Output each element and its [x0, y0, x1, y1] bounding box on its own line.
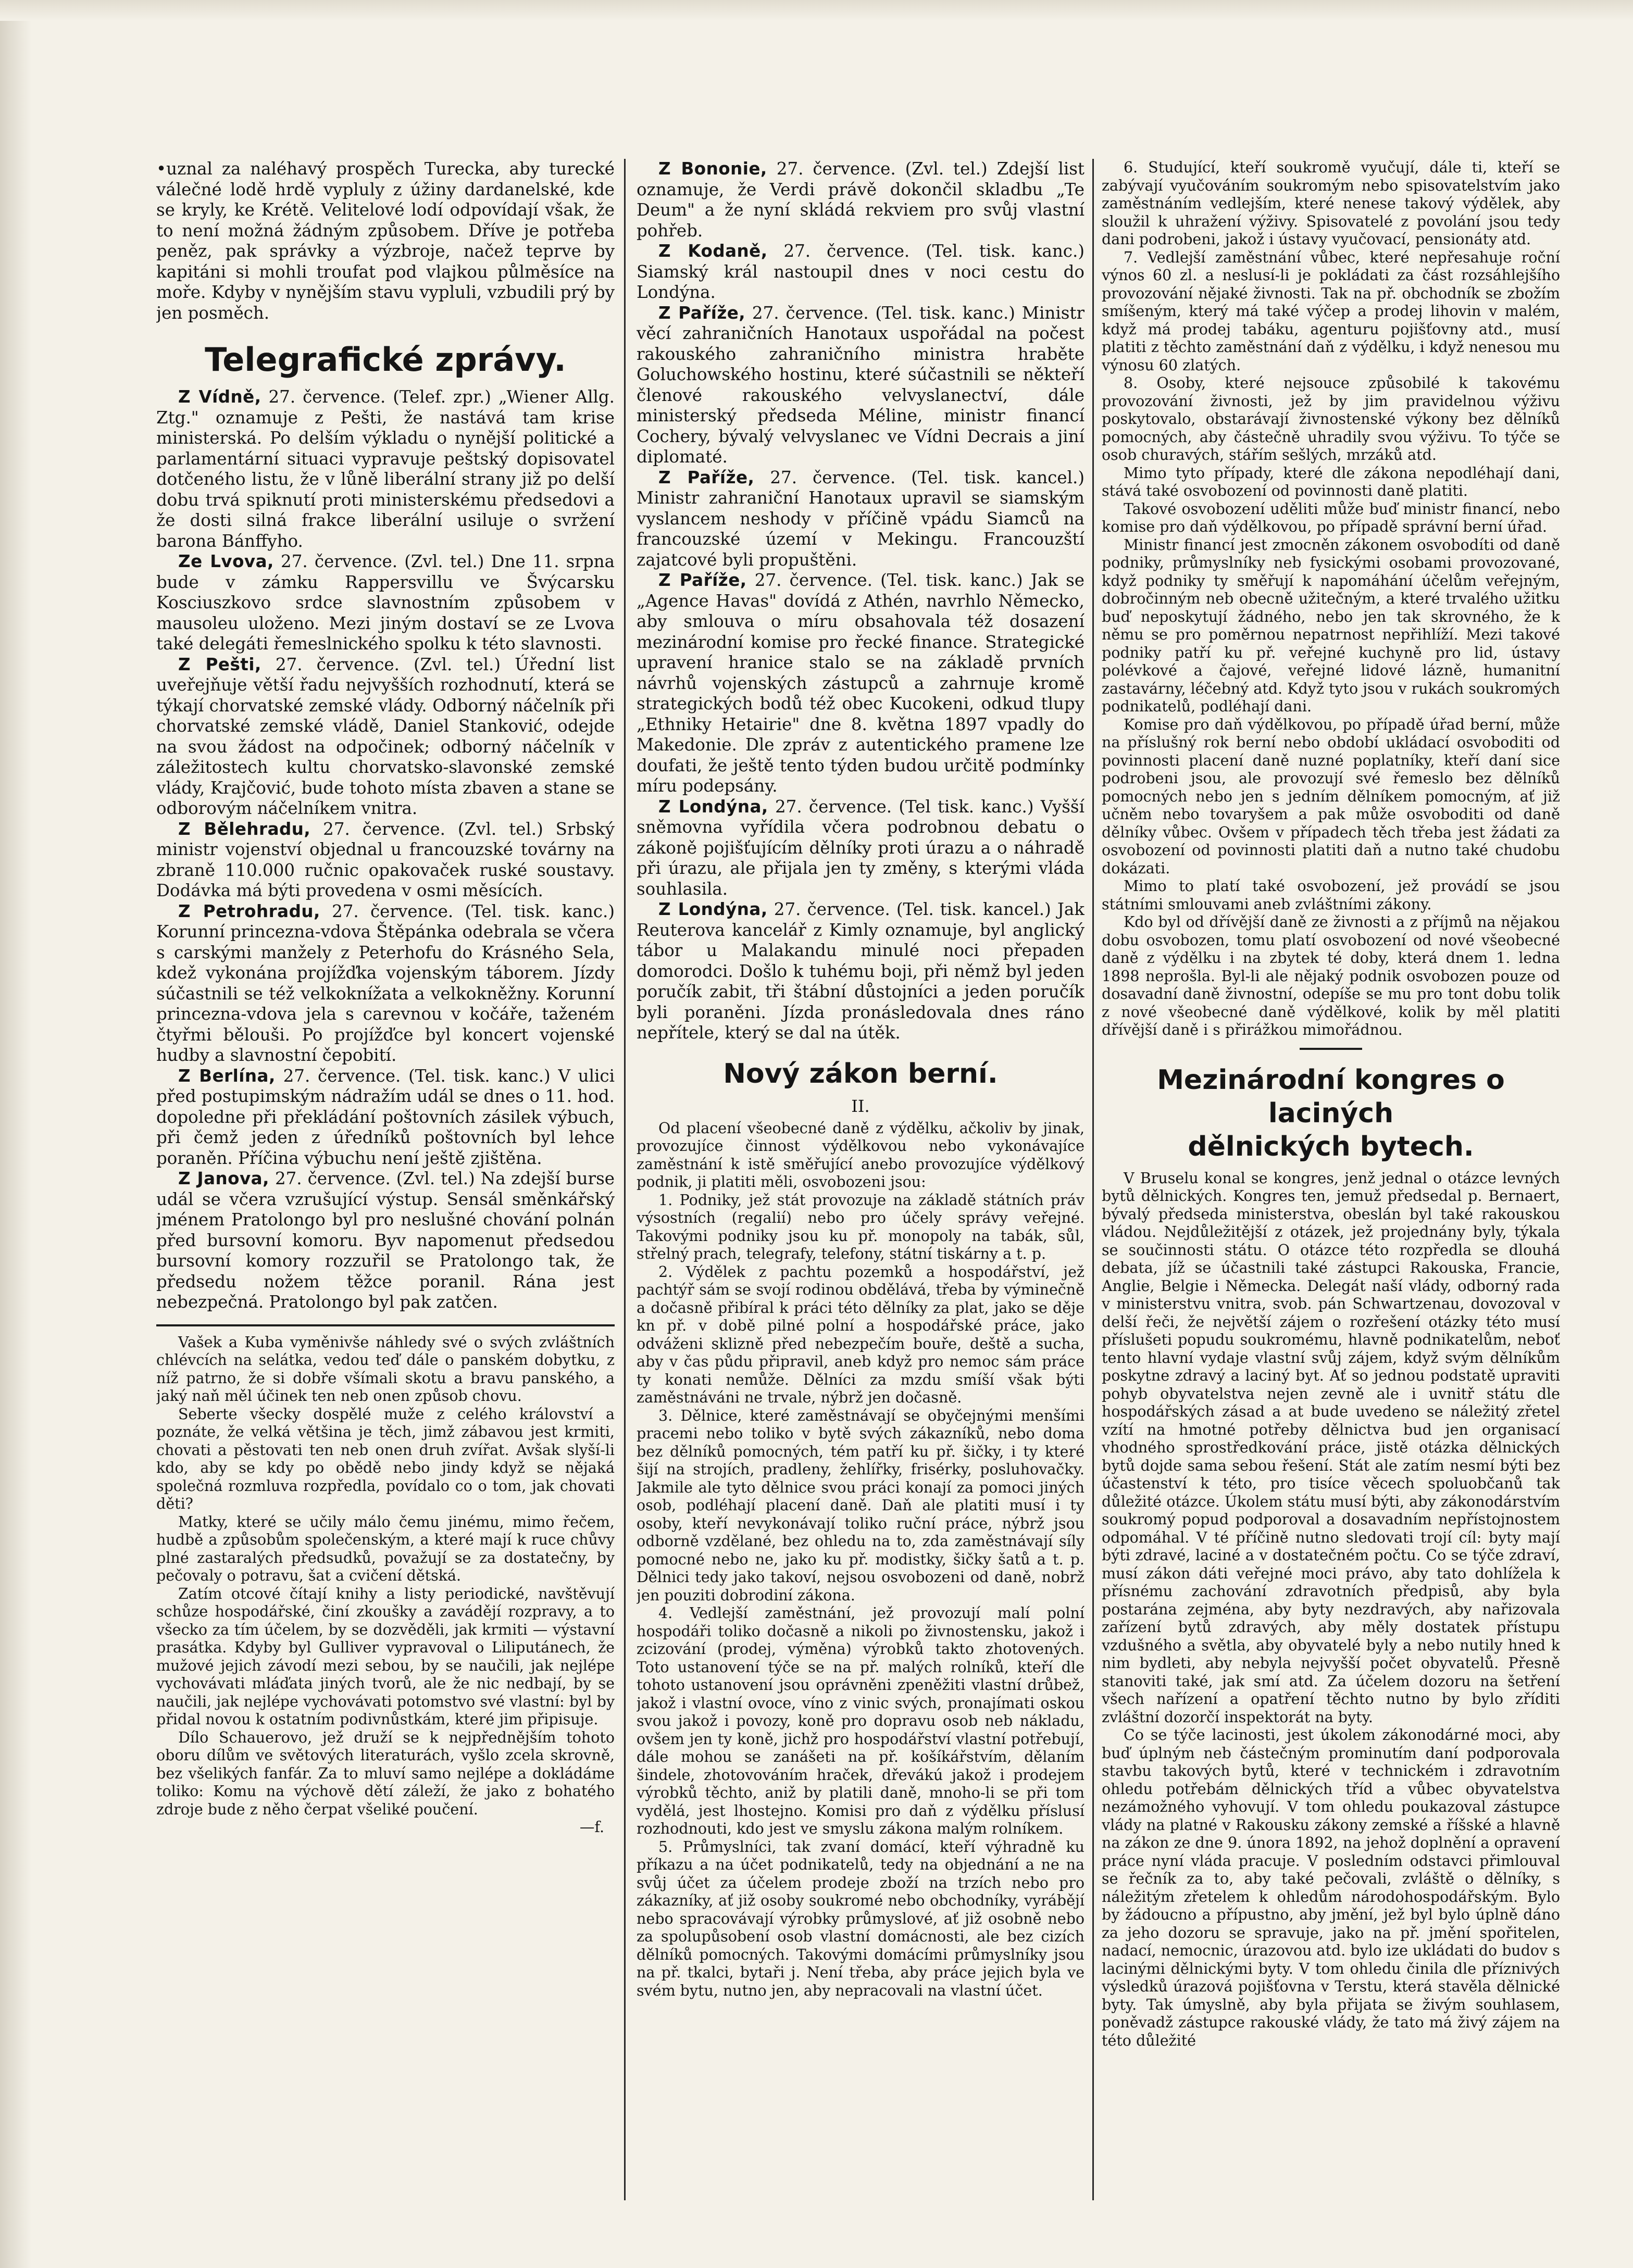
telegram-city: Z Janova, — [178, 1169, 269, 1188]
column-rule — [1092, 159, 1094, 2200]
feuilleton — [156, 1334, 615, 1837]
telegram-item — [156, 901, 615, 1066]
congress-paragraph: Co se týče lacinosti, jest úkolem zákonodárné moci, aby buď úplným neb částečným prominutím daní podporovala stavbu takových bytů, které v technickém i zdravotním ohledu potřebám dělnických tříd a vůbec obyvatelstva nezámožného vyhovují. V tom ohledu poukazoval zástupce vlády na platné v Rakousku zákony zemské a říšské a hlavně na zákon ze dne 9. února 1892, na jehož doplnění a opravení práce nyní vláda pracuje. V posledním odstavci přimlouval se řečník za to, aby také pečovali, zvláště o dělníky, s náležitým zřetelem k ohledům národohospodářským. Bylo by žádoucno a přípustno, aby jmění, jež byl bylo úplně dáno za jeho dozoru se spravuje, jako na př. jmění spořitelen, nadací, nemocnic, úrazovou atd. bylo ize ukládati do budov s lacinými dělnickými byty. V tom ohledu činila dle příznivých výsledků úrazová pojišťovna v Terstu, která stavěla dělnické byty. Tak úmyslně, aby byla přijata se živým souhlasem, poněvadž zástupce rakouské vlády, že tato má živý zájem na této důležité — [1102, 1726, 1560, 2049]
telegram-text: 27. července. (Tel. tisk. kancel.) Ministr zahraniční Hanotaux upravil se siamským vyslancem neshody v příčině vpádu Siamců na francouzské území v Mekingu. Francouzští zajatcové byli propuštěni. — [637, 467, 1084, 570]
telegram-item — [156, 552, 615, 655]
law-paragraph: Ministr financí jest zmocněn zákonem osvobodíti od daně podniky, průmyslníky neb fysickými osobami provozované, když podniky ty směřují k napomáhání účelům veřejným, dobročinným neb obecně užitečným, a které trvalého užitku buď neposkytují žádného, nebo jen tak skrovného, že k němu se pro poměrnou nepatrnost nepřihlíží. Mezi takové podniky patří ku př. veřejné kuchyně pro lid, ústavy polévkové a čajové, veřejné lidové lázně, humanitní zastavárny, léčebný atd. Když tyto jsou v rukách soukromých podnikatelů, podléhají dani. — [1102, 536, 1560, 715]
section-part-number: II. — [851, 1096, 870, 1116]
telegram-item — [637, 899, 1084, 1044]
law-paragraph: Takové osvobození uděliti může buď ministr financí, nebo komise pro daň výdělkovou, po případě správní berní úřad. — [1102, 500, 1560, 535]
telegram-text: 27. července. (Tel. tisk. kanc.) Ministr věcí zahraničních Hanotaux uspořádal na počest rakouského zahraničního ministra hraběte Goluchowského hostinu, které súčastnili se někteří členové rakouského velvyslanectví, dále ministerský předseda Méline, ministr financí Cochery, bývalý velvyslanec ve Vídni Decrais a jiní diplomaté. — [637, 303, 1084, 467]
section-heading-tax-law: Nový zákon berní. — [723, 1058, 998, 1089]
telegram-text: 27. července. (Telef. zpr.) „Wiener Allg. Ztg." oznamuje z Pešti, že nastává tam krise ministerská. Po delším výkladu o nynější politické a parlamentární situaci vypravuje peštský dopisovatel dotčeného listu, že v lůně liberální strany již po delší dobu trvá spiknutí proti ministerskému předsedovi a že dosti silná frakce liberální usiluje o svržení barona Bánffyho. — [156, 387, 615, 551]
law-paragraph: 3. Dělnice, které zaměstnávají se obyčejnými menšími pracemi nebo toliko v bytě svých zákazníků, nebo doma bez dělníků pomocných, tém patří ku př. šičky, i ty které šijí na strojích, pradleny, žehlířky, frisérky, posluhovačky. Jakmile ale tyto dělnice svou práci konají za pomoci jiných osob, podléhají placení daně. Daň ale platiti musí i ty osoby, kteří nevykonávají toliko ruční práce, nýbrž jsou odborně vzdělané, bez ohledu na to, zda zaměstnávají síly pomocné nebo ne, jako ku př. modistky, šičky šatů a t. p. Dělnici tedy jako takoví, nejsou osvobozeni od daně, nobrž jen pouziti dobrodiní zákona. — [637, 1407, 1084, 1604]
law-paragraph: Mimo tyto případy, které dle zákona nepodléhají dani, stává také osvobození od povinnosti daně platiti. — [1102, 464, 1560, 499]
column-3 — [1102, 159, 1560, 2206]
telegram-item — [637, 797, 1084, 900]
congress-heading-line: Mezinárodní kongres o laciných — [1157, 1064, 1505, 1129]
telegram-item — [156, 655, 615, 819]
telegram-city: Z Petrohradu, — [178, 901, 320, 921]
column-2 — [637, 159, 1084, 2206]
telegram-city: Z Paříže, — [658, 303, 746, 323]
law-paragraph: 8. Osoby, které nejsouce způsobilé k takovému provozování živnosti, jež by jim pravidelnou výživu poskytovalo, obstarávají živnostenské výkony bez dělníků pomocných, aby částečně uhradily svou výživu. To týče se osob churavých, stářím sešlých, mrzáků atd. — [1102, 374, 1560, 463]
telegram-city: Z Bononie, — [658, 159, 767, 179]
congress-paragraph: V Bruselu konal se kongres, jenž jednal o otázce levných bytů dělnických. Kongres ten, jemuž předsedal p. Bernaert, bývalý předseda ministerstva, obeslán byl také rakouskou vládou. Nejdůležitější z otázek, jež projednány byly, týkala se součinnosti státu. O otázce této rozpředla se dlouhá debata, jíž se účastnili také zástupci Rakouska, Francie, Anglie, Belgie i Německa. Delegát naší vlády, odborný rada v ministerstvu vnitra, svob. pán Schwartzenau, dovozoval v delší řeči, že největší zájem o rozřešení otázky této musí příslušeti popudu soukromému, hlavně podnikatelům, neboť tento hlavní vydaje vlastní svůj zájem, když svým dělníkům poskytne zdravý a laciný byt. Ať so jednou podstatě upraviti pohyb obyvatelstva nejen zevně ale i uvnitř státu dle hospodářských zásad a at bude uvedeno se náležitý zřetel vzítí na hmotné potřeby dělnictva bud jen organisací vhodného sprostředkování práce, jistě otázka dělnických bytů dojde sama sebou řešení. Stát ale zatím nesmí býti bez účastenství k této, pro tisíce věcech spoluobčanů tak důležité otázce. Úkolem státu musí býti, aby zákonodárstvím soukromý popud podporoval a dosavadním nepřístojnostem odpomáhal. V té příčině nutno sledovati trojí cíl: byty mají býti zdravé, laciné a v dostatečném počtu. Co se týče zdraví, musí zákon dáti veřejné moci právo, aby tato dohlížela k přísnému zachování zdravotních předpisů, aby byla postarána zejména, aby byty nezdravých, aby nařizovala zařízení bytů zdravých, aby měly dostatek přístupu vzdušného a světla, aby obyvatelé byly a nebo nutily hned k nim bydleti, aby nebyla nejvyšší počet obyvatelů. Přesně stanoviti také, jak smí atd. Za účelem dozoru na šetření všech nařízení a opatření těchto nutno by bylo zříditi zvláštní dozorčí inspektorát na byty. — [1102, 1169, 1560, 1726]
telegram-text: 27. července. (Tel. tisk. kancel.) Jak Reuterova kancelář z Kimly oznamuje, byl anglický tábor u Malakandu minulé noci přepaden domorodci. Došlo k tuhému boji, při němž byl jeden poručík zabit, tři štábní důstojníci a jeden poručík byli poraněni. Jízda pronásledovala dnes ráno nepřítele, který se dal na útěk. — [637, 899, 1084, 1043]
telegram-city: Z Bělehradu, — [178, 819, 311, 839]
telegram-text: 27. července. (Tel. tisk. kanc.) Jak se „Agence Havas" dovídá z Athén, navrhlo Německo, aby smlouva o míru obsahovala též dosazení mezinárodní komise pro řecké finance. Strategické upravení hranice stalo se na základě prvních návrhů vojenských zástupců a zahrnuje kromě strategických bodů též obec Kucokeni, odkud tlupy „Ethniky Hetairie" dne 8. května 1897 vpadly do Makedonie. Dle zpráv z autentického pramene lze doufati, že ještě tento týden budou určitě podmínky míru podepsány. — [637, 570, 1084, 796]
telegram-text: 27. července. (Zvl. tel.) Na zdejší burse udál se včera vzrušující výstup. Sensál směnkářský jménem Pratolongo byl pro neslušné chování polnán před bursovní komoru. Byv napomenut předsedou bursovní komory rozzuřil se Pratolongo tak, že předsedu nožem těžce poranil. Rána jest nebezpečná. Pratolongo byl pak zatčen. — [156, 1169, 615, 1312]
feuilleton-paragraph: Seberte všecky dospělé muže z celého království a poznáte, že velká většina je těch, jimž zábavou jest krmiti, chovati a pěstovati ten neb onen druh zvířat. Avšak slyší-li kdo, aby se kdy po obědě nebo jindy když se nějaká společná rozmluva rozpředla, povídalo co o tom, jak chovati děti? — [156, 1405, 615, 1512]
scan-edge — [0, 0, 31, 2268]
telegram-item — [637, 570, 1084, 797]
telegram-item — [156, 387, 615, 552]
signature: —f. — [579, 1819, 604, 1836]
section-heading-congress — [1102, 1063, 1560, 1163]
tax-law-body-continued — [1102, 159, 1560, 1039]
telegram-item — [156, 1066, 615, 1169]
law-paragraph: Komise pro daň výdělkovou, po případě úřad berní, může na příslušný rok berní nebo období ukládací osvoboditi od povinnosti placení daně nuzné poplatníky, kteří daní sice podrobeni jsou, ale provozují své řemeslo bez dělníků pomocných nebo jen s jedním dělníkem pomocným, ať již učněm nebo tovaryšem a pak může osvoboditi od daně dělníky vůbec. Ovšem v případech těch třeba jest žádati za osvobození od povinnosti platiti daň a nutno také chudobu dokázati. — [1102, 716, 1560, 877]
law-paragraph: 2. Výdělek z pachtu pozemků a hospodářství, jež pachtýř sám se svojí rodinou obdělává, třeba by výminečně a dočasně přibíral k práci této dělníky za plat, jako se děje kn př. v době pilné polní a hospodářské práce, jako odváženi sklizně před nebezpečím bouře, deště a sucha, aby v čas půdu připravil, aneb když pro nemoc sám práce ty konati nemůže. Dělníci za mzdu smíší však býti zaměstnáváni ne trvale, nýbrž jen dočasně. — [637, 1263, 1084, 1406]
telegram-text: 27. července. (Zvl. tel.) Zdejší list oznamuje, že Verdi právě dokončil skladbu „Te Deum" a že nyní skládá rekviem pro svůj vlastní pohřeb. — [637, 159, 1084, 241]
telegram-item — [637, 303, 1084, 468]
telegram-city: Z Berlína, — [178, 1066, 276, 1086]
law-paragraph: 7. Vedlejší zaměstnání vůbec, které nepřesahuje roční výnos 60 zl. a neslusí-li je pokládati za část rozsáhlejšího provozování nějaké živnosti. Tak na př. obchodník se zbožím smíšeným, který má také výčep a prodej lihovin v malém, když má prodej tabáku, agenturu pojišťovny atd., musí platiti z těchto zaměstnání daň z výdělku, i když nenesou mu výnosu 60 zlatých. — [1102, 248, 1560, 374]
telegram-city: Z Vídně, — [178, 387, 261, 407]
law-paragraph: Mimo to platí také osvobození, jež provádí se jsou státními smlouvami aneb zvláštními zákony. — [1102, 878, 1560, 913]
telegram-city: Z Pešti, — [178, 654, 261, 674]
law-paragraph: Od placení všeobecné daně z výdělku, ačkoliv by jinak, provozujíce činnost výdělkovou nebo vykonávajíce zaměstnání k istě směřující anebo provozujíce výdělkový podnik, ji platiti měli, osvobozeni jsou: — [637, 1119, 1084, 1191]
telegram-city: Z Paříže, — [658, 570, 747, 590]
telegram-text: 27. července. (Zvl. tel.) Úřední list uveřejňuje větší řadu nejvyšších rozhodnutí, která se týkají chorvatské zemské vlády. Odborný náčelník při chorvatské zemské vládě, Daniel Stanković, odejde na svou žádost na odpočinek; odborný náčelník v záležitostech kultu chorvatsko-slavonské zemské vlády, Krajčović, bude tohoto místa zbaven a stane se odborovým náčelníkem vnitra. — [156, 654, 615, 818]
feuilleton-paragraph: Matky, které se učily málo čemu jinému, mimo řečem, hudbě a způsobům společenským, a které mají k ruce chůvy plné zastaralých předsudků, považují se za dostatečny, by pečovaly o potravu, šat a cvičení dětská. — [156, 1513, 615, 1584]
law-paragraph: 6. Studující, kteří soukromě vyučují, dále ti, kteří se zabývají vyučováním soukromým nebo spisovatelstvím jako zaměstnáním vedlejším, které nenese takový výdělek, aby sloužil k uhražení výživy. Spisovatelé z povolání jsou tedy dani podrobeni, jakož i ústavy vyučovací, pensionáty atd. — [1102, 159, 1560, 248]
telegram-item — [156, 1169, 615, 1313]
telegram-item — [156, 819, 615, 901]
law-paragraph: 1. Podniky, jež stát provozuje na základě státních práv výsostních (regalií) nebo pro účely správy veřejné. Takovými podniky jsou ku př. monopoly na tabák, sůl, střelný prach, telegrafy, telefony, státní tiskárny a t. p. — [637, 1191, 1084, 1262]
telegram-text: 27. července. (Tel. tisk. kanc.) Korunní princezna-vdova Štěpánka odebrala se včera s carskými manžely z Peterhofu do Krásného Sela, kdež vykonána projížďka vojenským táborem. Jízdy súčastnili se též velkoknížata a velkokněžny. Korunní princezna-vdova jela s carevnou v kočáře, taženém čtyřmi bělouši. Po projížďce byl koncert vojenské hudby a slavnostní čepobití. — [156, 901, 615, 1065]
telegram-item — [637, 159, 1084, 241]
section-heading-telegrams: Telegrafické zprávy. — [205, 341, 566, 379]
section-divider-short — [1300, 1048, 1362, 1050]
law-paragraph: 5. Průmyslníci, tak zvaní domácí, kteří výhradně ku příkazu a na účet podnikatelů, tedy na objednání a ne na svůj účet za účelem prodeje zboží na trzích nebo pro zákazníky, ať již osoby soukromé nebo obchodníky, vyrábějí nebo spracovávají výrobky průmyslové, ať již osobně nebo za spolupůsobení osob vlastní domácnosti, ale bez cizích dělníků pomocných. Takovými domácími průmyslníky jsou na př. tkalci, bytaři j. Není třeba, aby práce jejich byla ve svém bytu, nutno jen, aby nepracovali na vlastní účet. — [637, 1838, 1084, 1999]
telegram-text: 27. července. (Zvl. tel.) Srbský ministr vojenství objednal u francouzské továrny na zbraně 110.000 ručnic opakovaček ruské soustavy. Dodávka má býti provedena v osmi měsících. — [156, 819, 615, 900]
telegram-item — [637, 241, 1084, 303]
telegram-text: 27. července. (Zvl. tel.) Dne 11. srpna bude v zámku Rappersvillu ve Švýcarsku Kosciuszkovo srdce slavnostním způsobem v mausoleu uloženo. Mezi jiným dostaví se ze Lvova také delegáti řemeslnického spolku k této slavnosti. — [156, 552, 615, 654]
feuilleton-paragraph: Vašek a Kuba vyměnivše náhledy své o svých zvláštních chlévcích na selátka, vedou teď dále o panském dobytku, z níž patrno, že si dobře všímali skotu a bravu panského, a jaký naň měl účinek ten neb onen způsob chovu. — [156, 1333, 615, 1405]
section-divider — [156, 1324, 615, 1326]
feuilleton-paragraph: Zatím otcové čítají knihy a listy periodické, navštěvují schůze hospodářské, činí zkoušky a zavádějí rozpravy, a to všecko za tím účelem, by se dozvěděli, jak krmiti — výstavní prasátka. Kdyby byl Gulliver vypravoval o Liliputánech, že mužové jejich závodí mezi sebou, by se naučili, jak nejlépe vychovávati mláďata jiných tvorů, ale že nic nedbají, by se naučili, jak nejlépe vychovávati potomstvo své vlastní: byl by přidal novou k ostatním podivnůstkám, které jim připisuje. — [156, 1585, 615, 1728]
telegram-city: Z Paříže, — [658, 467, 755, 487]
column-1 — [156, 159, 615, 2206]
congress-body — [1102, 1170, 1560, 2050]
telegram-text: 27. července. (Tel. tisk. kanc.) Siamský král nastoupil dnes v noci cestu do Londýna. — [637, 241, 1084, 302]
congress-heading-line: dělnických bytech. — [1188, 1131, 1474, 1162]
law-paragraph: Kdo byl od dřívější daně ze živnosti a z příjmů na nějakou dobu osvobozen, tomu platí osvobození od nové všeobecné daně z výdělku i na zbytek té doby, která dnem 1. ledna 1898 neprošla. Byl-li ale nějaký podnik osvobozen pouze od dosavadní daně živnostní, odepíše se mu pro tont dobu tolik z nové všeobecné daně výdělkové, kolik by měl platiti dřívější daně i s přirážkou mimořádnou. — [1102, 913, 1560, 1038]
telegram-text: 27. července. (Tel tisk. kanc.) Vyšší sněmovna vyřídila včera podrobnou debatu o zákoně pojišťujícím dělníky proti úrazu a o náhradě při úrazu, ale přijala jen ty změny, s kterými vláda souhlasila. — [637, 796, 1084, 899]
telegram-city: Z Kodaně, — [658, 241, 768, 261]
column-rule — [624, 159, 626, 2200]
tax-law-body — [637, 1120, 1084, 2000]
telegram-text: 27. července. (Tel. tisk. kanc.) V ulici před postupimským nádražím udál se dnes o 11. hod. dopoledne při překládání poštovních zásilek výbuch, při čemž jeden z úředníků poštovních byl lehce poraněn. Příčina výbuchu není ještě zjištěna. — [156, 1066, 615, 1168]
telegram-city: Ze Lvova, — [178, 552, 274, 571]
article-continuation: •uznal za naléhavý prospěch Turecka, aby turecké válečné lodě hrdě vypluly z úžiny dardanelské, kde se kryly, ke Krétě. Velitelové lodí odpovídají však, že to není možná žádným způsobem. Dříve je potřeba peněz, pak správky a výzbroje, načež teprve by kapitáni si mohli troufat pod vlajkou půlměsíce na moře. Kdyby v nynějším stavu vypluli, vzbudili prý by jen posměch. — [156, 159, 615, 323]
telegram-city: Z Londýna, — [658, 796, 768, 817]
scan-edge-top — [0, 0, 1633, 21]
law-paragraph: 4. Vedlejší zaměstnání, jež provozují malí polní hospodáři toliko dočasně a nikoli po živnostensku, jakož i zcizování (prodej, výměna) výrobků takto zhotovených. Toto ustanovení týče se na př. malých rolníků, kteří dle tohoto ustanovení jsou oprávněni zpeněžiti vlastní drůbež, jakož i vlastní ovoce, víno z vinic svých, pronajímati oskou svou jakož i povozy, koně pro dopravu osob neb nákladu, ovšem jen ty koně, jichž pro hospodářství vlastní potřebují, dále mohou se zanášeti na př. košíkářstvím, dělaním šindele, zhotovováním hraček, dřevákú jakož i prodejem výrobků těchto, aniž by platili daně, mnoho-li se při tom vydělá, jest lhostejno. Komisi pro daň z výdělku příslusí rozhodnouti, kdo jest ve smyslu zákona malým rolníkem. — [637, 1605, 1084, 1837]
telegram-city: Z Londýna, — [658, 899, 768, 919]
feuilleton-paragraph: Dílo Schauerovo, jež druží se k nejpřednějším tohoto oboru dílům ve světových literaturách, vyšlo zcela skrovně, bez všelikých fanfár. Za to mluví samo nejlépe a dokládáme toliko: Komu na výchově dětí záleží, že jako z bohatého zdroje bude z něho čerpat všeliké poučení. — [156, 1728, 615, 1818]
telegram-item — [637, 468, 1084, 571]
